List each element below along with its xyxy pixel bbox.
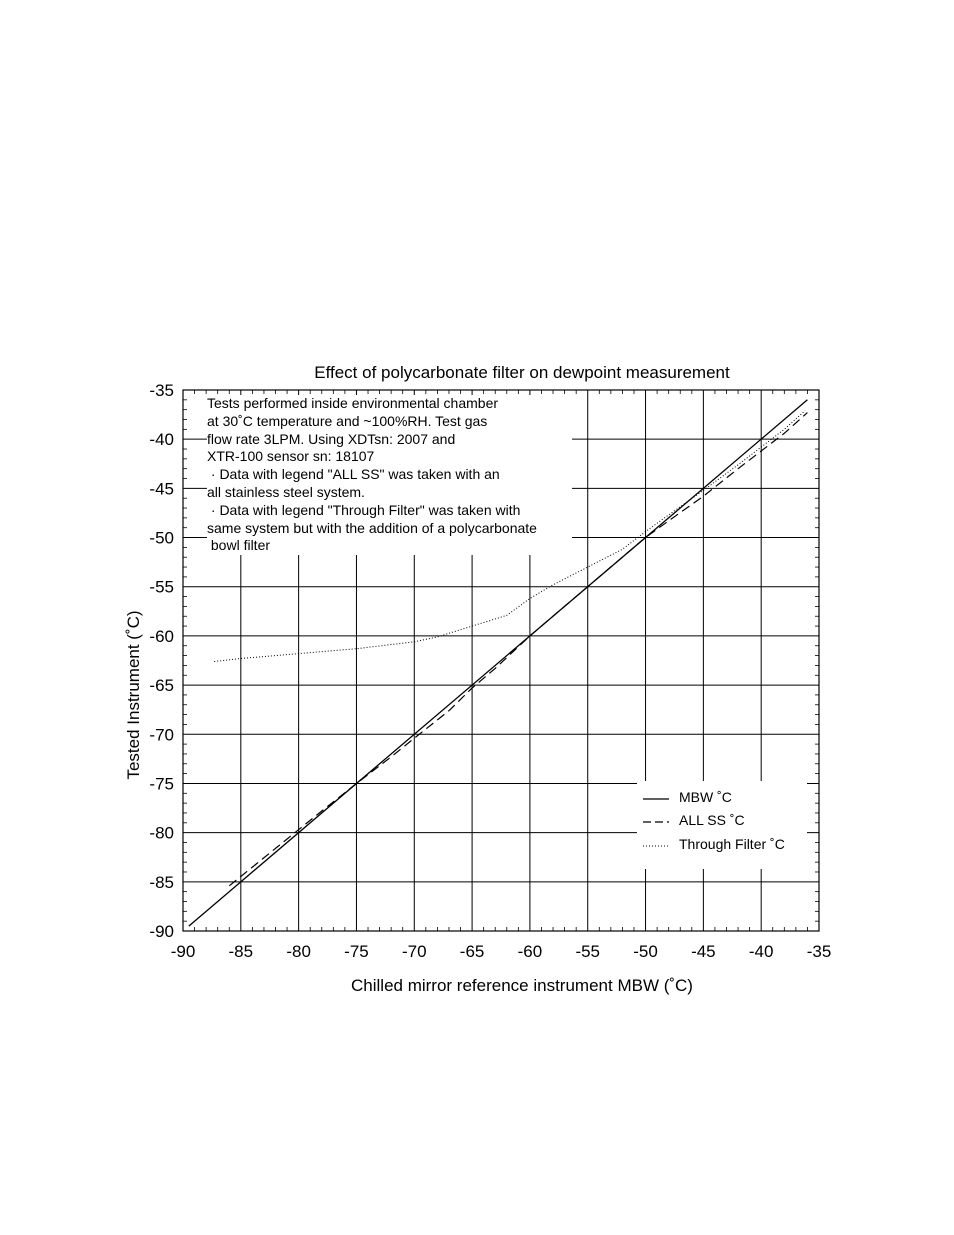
y-tick-label: -85: [149, 872, 174, 892]
legend-item-through-filter: [643, 836, 803, 854]
y-tick-label: -75: [149, 774, 174, 794]
x-tick-label: -70: [401, 942, 427, 961]
legend-label: Through Filter ˚C: [679, 836, 785, 852]
legend-swatch-solid: [643, 797, 669, 801]
annotation-line: flow rate 3LPM. Using XDTsn: 2007 and: [207, 430, 456, 447]
x-tick-label: -35: [806, 942, 832, 961]
y-tick-label: -80: [149, 823, 174, 843]
x-tick-label: -50: [633, 942, 658, 961]
annotation-box: [207, 395, 572, 555]
annotation-line: all stainless steel system.: [207, 483, 365, 500]
y-axis-label: Tested Instrument (˚C): [124, 610, 143, 780]
legend-label: MBW ˚C: [679, 789, 732, 805]
chart-title: Effect of polycarbonate filter on dewpoint measurement: [314, 363, 730, 382]
legend-item-mbw: [643, 789, 803, 807]
y-tick-label: -65: [149, 676, 174, 696]
legend-label: ALL SS ˚C: [679, 812, 745, 828]
x-tick-label: -60: [517, 942, 543, 961]
annotation-line: at 30˚C temperature and ~100%RH. Test gas: [207, 412, 488, 429]
annotation-line: · Data with legend "Through Filter" was taken with: [207, 501, 521, 518]
legend-swatch-dotted: [643, 844, 669, 848]
annotation-line: Tests performed inside environmental chamber: [207, 395, 499, 411]
x-tick-label: -90: [170, 942, 196, 961]
annotation-line: XTR-100 sensor sn: 18107: [207, 448, 375, 465]
x-tick-label: -85: [228, 942, 254, 961]
y-tick-label: -45: [149, 479, 174, 499]
annotation-line: same system but with the addition of a polycarbonate: [207, 519, 537, 536]
y-tick-label: -90: [149, 922, 174, 941]
x-tick-label: -55: [575, 942, 601, 961]
legend: [637, 781, 807, 869]
x-tick-label: -45: [691, 942, 716, 961]
x-axis-label: Chilled mirror reference instrument MBW (˚C): [351, 976, 693, 995]
x-tick-label: -75: [344, 942, 369, 961]
y-tick-label: -70: [149, 725, 174, 745]
y-tick-label: -35: [149, 381, 174, 400]
annotation-line: bowl filter: [207, 537, 271, 554]
y-tick-label: -50: [149, 528, 174, 548]
y-tick-label: -60: [149, 626, 174, 646]
x-tick-label: -65: [459, 942, 485, 961]
legend-swatch-dashed: [643, 820, 669, 824]
annotation-line: · Data with legend "ALL SS" was taken with an: [207, 466, 500, 483]
legend-item-all-ss: [643, 812, 803, 830]
x-tick-label: -80: [286, 942, 311, 961]
y-tick-label: -55: [149, 577, 174, 597]
x-tick-label: -40: [748, 942, 774, 961]
y-tick-label: -40: [149, 430, 174, 450]
